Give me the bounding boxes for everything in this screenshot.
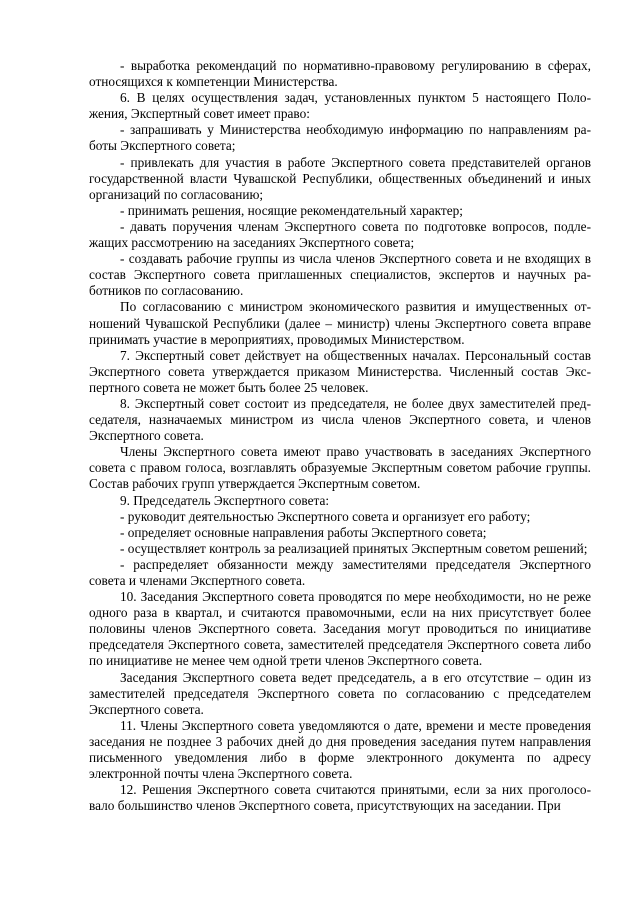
paragraph-item-12: 12. Решения Экспертного совета считаются принятыми, если за них проголосовало большинство членов Экспертного совета, присутствующих на заседании. При	[89, 782, 591, 814]
paragraph-create-working-groups: - создавать рабочие группы из числа членов Экспертного совета и не входящих в состав Экспертного совета приглашенных специалистов, экспертов и научных работников по согласованию.	[89, 251, 591, 299]
paragraph-distributes-duties: - распределяет обязанности между заместителями председателя Экспертного совета и членами Экспертного совета.	[89, 556, 591, 588]
paragraph-controls: - осуществляет контроль за реализацией принятых Экспертным советом решений;	[120, 540, 588, 556]
paragraph-meetings-chair: Заседания Экспертного совета ведет председатель, а в его отсутствие – один из заместителей председателя Экспертного совета по согласованию с председателем Экспертного совета.	[89, 669, 591, 717]
paragraph-manages: - руководит деятельностью Экспертного совета и организует его работу;	[120, 508, 531, 524]
paragraph-defines-directions: - определяет основные направления работы Экспертного совета;	[120, 524, 487, 540]
paragraph-members-rights: Члены Экспертного совета имеют право участвовать в заседаниях Экспертного совета с правом голоса, возглавлять образуемые Экспертным советом рабочие группы. Состав рабочих групп утверждается Экспертным советом.	[89, 444, 591, 492]
paragraph-item-6: 6. В целях осуществления задач, установленных пунктом 5 настоящего Положения, Экспертный совет имеет право:	[89, 90, 591, 122]
paragraph-request-info: - запрашивать у Министерства необходимую информацию по направлениям работы Экспертного совета;	[89, 122, 591, 154]
document-page	[89, 58, 591, 814]
paragraph-make-decisions: - принимать решения, носящие рекомендательный характер;	[120, 202, 463, 218]
paragraph-item-11: 11. Члены Экспертного совета уведомляются о дате, времени и месте проведения заседания не позднее 3 рабочих дней до дня проведения заседания путем направления письменного уведомления либо в форме электронного документа по адресу электронной почты члена Экспертного совета.	[89, 717, 591, 782]
paragraph-item-9: 9. Председатель Экспертного совета:	[120, 492, 330, 508]
paragraph-item-8: 8. Экспертный совет состоит из председателя, не более двух заместителей председателя, назначаемых министром из числа членов Экспертного совета, и членов Экспертного совета.	[89, 395, 591, 444]
paragraph-item-7: 7. Экспертный совет действует на общественных началах. Персональный состав Экспертного совета утверждается приказом Министерства. Численный состав Экспертного совета не может быть более 25 человек.	[89, 347, 591, 395]
paragraph-participation: По согласованию с министром экономического развития и имущественных отношений Чувашской Республики (далее – министр) члены Экспертного совета вправе принимать участие в мероприятиях, проводимых Министерством.	[89, 299, 591, 347]
paragraph-item-10: 10. Заседания Экспертного совета проводятся по мере необходимости, но не реже одного раза в квартал, и считаются правомочными, если на них присутствует более половины членов Экспертного совета. Заседания могут проводиться по инициативе председателя Экспертного совета, заместителей председателя Экспертного совета либо по инициативе не менее чем одной трети членов Экспертного совета.	[89, 589, 591, 669]
paragraph-recommendations: - выработка рекомендаций по нормативно-правовому регулированию в сферах, относящихся к компетенции Министерства.	[89, 58, 591, 90]
paragraph-give-assignments: - давать поручения членам Экспертного совета по подготовке вопросов, подлежащих рассмотрению на заседаниях Экспертного совета;	[89, 218, 591, 251]
paragraph-involve-representatives: - привлекать для участия в работе Экспертного совета представителей органов государственной власти Чувашской Республики, общественных объединений и иных организаций по согласованию;	[89, 154, 591, 202]
